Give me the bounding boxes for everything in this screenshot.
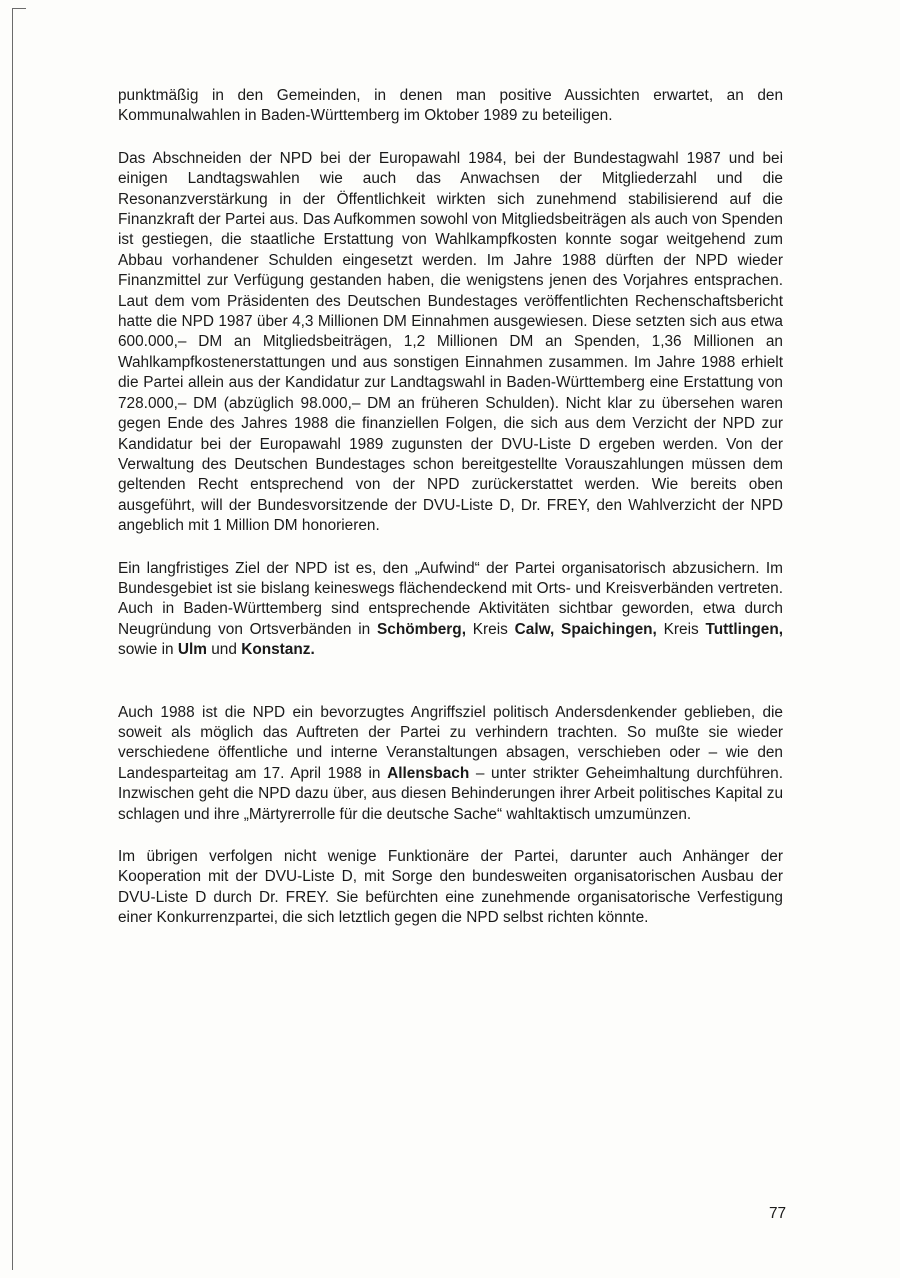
place-calw-spaichingen: Calw, Spaichingen, <box>514 620 657 638</box>
paragraph-3-run: Kreis <box>465 620 515 638</box>
place-schoemberg: Schömberg, <box>377 620 466 638</box>
paragraph-3 <box>118 559 783 661</box>
paragraph-1: punktmäßig in den Gemeinden, in denen man positive Aussichten erwartet, an den Kommunalwahlen in Baden-Württemberg im Oktober 1989 zu beteiligen. <box>118 87 783 125</box>
paragraph-3-run: und <box>206 641 242 659</box>
paragraph-4 <box>118 703 783 825</box>
paragraph-3-run: Ein langfristiges Ziel der NPD ist es, den „Aufwind“ der Partei organisatorisch abzusichern. Im Bundesgebiet ist sie bislang keineswegs flächendeckend mit Orts- und Kreisverbänden vertreten. Auch in Baden-Württemberg sind entsprechende Aktivitäten sichtbar geworden, etwa durch Neugründung von Ortsverbänden in <box>118 559 783 638</box>
paragraph-5: Im übrigen verfolgen nicht wenige Funktionäre der Partei, darunter auch Anhänger der Kooperation mit der DVU-Liste D, mit Sorge den bundesweiten organisatorischen Ausbau der DVU-Liste D durch Dr. FREY. Sie befürchten eine zunehmende organisatorische Verfestigung einer Konkurrenzpartei, die sich letztlich gegen die NPD selbst richten könnte. <box>118 848 783 927</box>
paragraph-3-run: sowie in <box>118 641 178 659</box>
crop-mark-vertical <box>12 8 13 1270</box>
crop-mark-horizontal <box>12 8 26 9</box>
place-allensbach: Allensbach <box>387 764 470 782</box>
paragraph-4-run: – unter strikter Geheimhaltung durchführen. Inzwischen geht die NPD dazu über, aus diesen Behinderungen ihrer Arbeit politisches Kapital zu schlagen und ihre „Märtyrerrolle für die deutsche Sache“ wahltaktisch umzumünzen. <box>118 764 783 823</box>
paragraph-4-run: Auch 1988 ist die NPD ein bevorzugtes Angriffsziel politisch Andersdenkender geblieben, die soweit als möglich das Auftreten der Partei zu verhindern trachten. So mußte sie wieder verschiedene öffentliche und interne Veranstaltungen absagen, verschieben oder – wie den Landesparteitag am 17. April 1988 in <box>118 703 783 782</box>
place-ulm: Ulm <box>177 641 207 659</box>
page-number: 77 <box>769 1205 787 1222</box>
paragraph-2: Das Abschneiden der NPD bei der Europawahl 1984, bei der Bundestagwahl 1987 und bei einigen Landtagswahlen wie auch das Anwachsen der Mitgliederzahl und die Resonanzverstärkung in der Öffentlichkeit wirkten sich zunehmend stabilisierend auf die Finanzkraft der Partei aus. Das Aufkommen sowohl von Mitgliedsbeiträgen als auch von Spenden ist gestiegen, die staatliche Erstattung von Wahlkampfkosten konnte sogar weitgehend zum Abbau vorhandener Schulden eingesetzt werden. Im Jahre 1988 dürften der NPD wieder Finanzmittel zur Verfügung gestanden haben, die wenigstens jenen des Vorjahres entsprachen. Laut dem vom Präsidenten des Deutschen Bundestages veröffentlichten Rechenschaftsbericht hatte die NPD 1987 über 4,3 Millionen DM Einnahmen ausgewiesen. Diese setzten sich aus etwa 600.000,– DM an Mitgliedsbeiträgen, 1,2 Millionen DM an Spenden, 1,36 Millionen an Wahlkampfkostenerstattungen und aus sonstigen Einnahmen zusammen. Im Jahre 1988 erhielt die Partei allein aus der Kandidatur zur Landtagswahl in Baden-Württemberg eine Erstattung von 728.000,– DM (abzüglich 98.000,– DM an früheren Schulden). Nicht klar zu übersehen waren gegen Ende des Jahres 1988 die finanziellen Folgen, die sich aus dem Verzicht der NPD zur Kandidatur bei der Europawahl 1989 zugunsten der DVU-Liste D ergeben werden. Von der Verwaltung des Deutschen Bundestages schon bereitgestellte Vorauszahlungen müssen dem geltenden Recht entsprechend von der NPD zurückerstattet werden. Wie bereits oben ausgeführt, will der Bundesvorsitzende der DVU-Liste D, Dr. FREY, den Wahlverzicht der NPD angeblich mit 1 Million DM honorieren. <box>118 149 783 535</box>
place-tuttlingen: Tuttlingen, <box>705 620 784 638</box>
place-konstanz: Konstanz. <box>241 641 315 659</box>
body-text <box>118 86 783 929</box>
paragraph-3-run: Kreis <box>656 620 706 638</box>
